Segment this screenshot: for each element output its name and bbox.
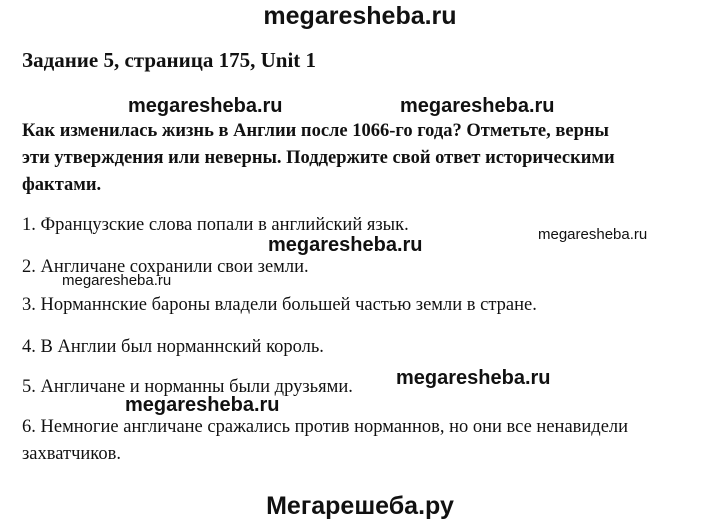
statement-6-line: захватчиков. (22, 444, 121, 464)
watermark: megaresheba.ru (62, 272, 172, 289)
watermark: megaresheba.ru (396, 367, 551, 389)
watermark: megaresheba.ru (128, 95, 283, 117)
watermark: megaresheba.ru (125, 394, 280, 416)
statement-5: 5. Англичане и норманны были друзьями. (22, 377, 353, 397)
statement-6 (22, 414, 628, 468)
statement-6-line: 6. Немногие англичане сражались против норманнов, но они все ненавидели (22, 417, 629, 437)
question-text (22, 118, 712, 199)
task-title: Задание 5, страница 175, Unit 1 (22, 48, 317, 72)
site-header: megaresheba.ru (263, 2, 457, 30)
statement-4: 4. В Англии был норманнский король. (22, 337, 324, 357)
watermark: megaresheba.ru (268, 234, 423, 256)
watermark: megaresheba.ru (538, 226, 648, 243)
question-line: Как изменилась жизнь в Англии после 1066-го года? Отметьте, верны (22, 121, 609, 141)
question-line: фактами. (22, 175, 102, 195)
watermark: megaresheba.ru (400, 95, 555, 117)
statement-3: 3. Норманнские бароны владели большей частью земли в стране. (22, 295, 537, 315)
statement-1: 1. Французские слова попали в английский язык. (22, 215, 409, 235)
site-footer: Мегарешеба.ру (266, 492, 454, 520)
question-line: эти утверждения или неверны. Поддержите свой ответ историческими (22, 148, 615, 168)
statement-2: 2. Англичане сохранили свои земли. (22, 257, 309, 277)
